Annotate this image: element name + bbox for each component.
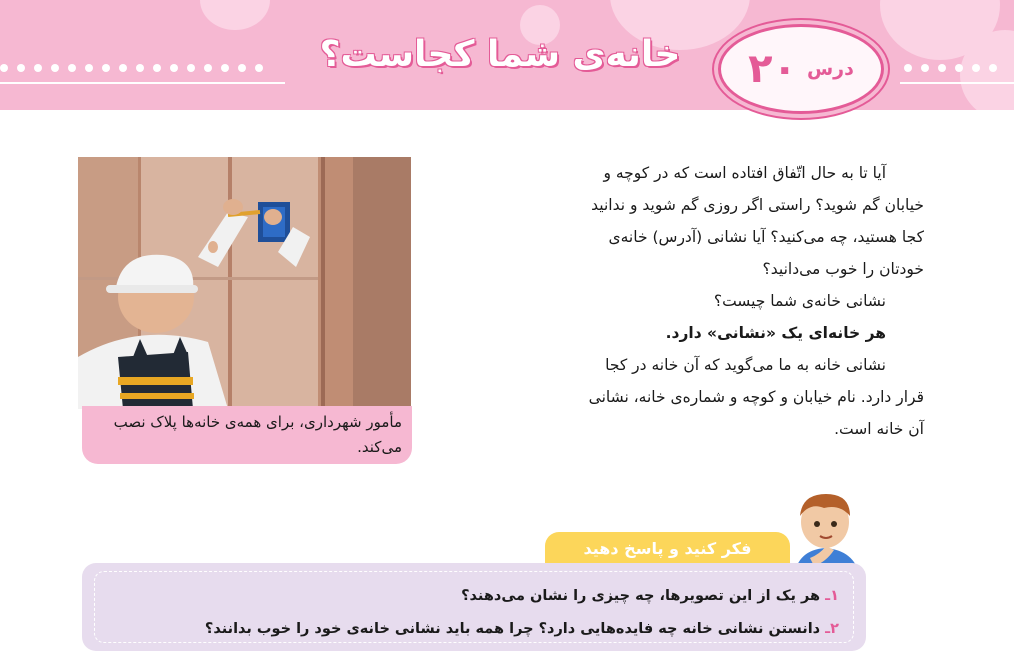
- lesson-badge: [718, 24, 884, 114]
- question-number: ۲ـ: [825, 621, 839, 637]
- photo-caption: مأمور شهرداری، برای همه‌ی خانه‌ها پلاک نصب می‌کند.: [82, 406, 412, 464]
- explanation-line: آن خانه است.: [834, 420, 924, 438]
- intro-line: کجا هستید، چه می‌کنید؟ آیا نشانی (آدرس) خانه‌ی: [608, 228, 924, 246]
- question-number: ۱ـ: [825, 588, 839, 604]
- intro-line: آیا تا به حال اتّفاق افتاده است که در کوچه و: [603, 164, 886, 182]
- explanation-line: قرار دارد. نام خیابان و کوچه و شماره‌ی خانه، نشانی: [588, 388, 924, 406]
- lesson-word: درس: [806, 58, 854, 80]
- worker-illustration: [78, 157, 411, 409]
- intro-question: نشانی خانه‌ی شما چیست؟: [713, 292, 886, 310]
- question-item: [109, 613, 839, 646]
- question-text: هر یک از این تصویرها، چه چیزی را نشان می‌دهند؟: [461, 588, 821, 604]
- question-item: [109, 580, 839, 613]
- intro-line: خیابان گم شوید؟ راستی اگر روزی گم شوید و ندانید: [591, 196, 924, 214]
- question-text: دانستن نشانی خانه چه فایده‌هایی دارد؟ چرا همه باید نشانی خانه‌ی خود را خوب بدانند؟: [204, 621, 821, 637]
- questions-box: [82, 563, 866, 651]
- header-line-left: [0, 82, 285, 84]
- intro-statement: هر خانه‌ای یک «نشانی» دارد.: [665, 324, 886, 342]
- lesson-number: ۲۰: [748, 46, 797, 92]
- activity-heading: فکر کنید و پاسخ دهید: [545, 532, 790, 566]
- header-dots-right: [904, 62, 997, 74]
- header-line-right: [900, 82, 1014, 84]
- explanation-line: نشانی خانه به ما می‌گوید که آن خانه در کجا: [605, 356, 886, 374]
- worker-photo: [78, 157, 411, 409]
- lesson-title: خانه‌ی شما کجاست؟: [319, 34, 681, 75]
- lesson-body: [496, 157, 924, 445]
- header-dots-left: [0, 62, 263, 74]
- questions-list: [94, 571, 854, 643]
- intro-line: خودتان را خوب می‌دانید؟: [762, 260, 924, 278]
